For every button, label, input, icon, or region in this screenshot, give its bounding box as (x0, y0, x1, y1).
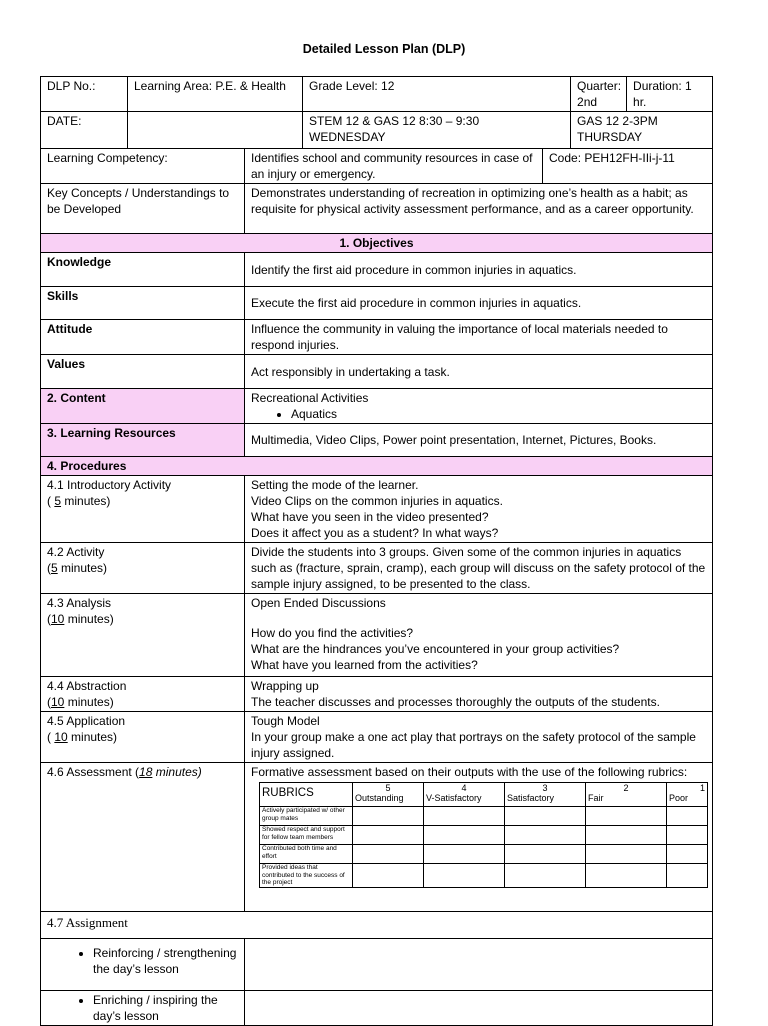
activity-value: Divide the students into 3 groups. Given some of the common injuries in aquatics such as (fracture, sprain, cramp), each group will discuss on the safety protocol of the sample injury assigned, to be presented to the class. (245, 543, 713, 594)
objectives-heading: 1. Objectives (41, 234, 713, 253)
activity-label: 4.2 Activity (47, 545, 105, 559)
rubric-criterion: Provided ideas that contributed to the success of the project (260, 864, 353, 888)
score-4: 4 V-Satisfactory (424, 783, 505, 807)
intro-label-cell (41, 476, 245, 543)
analysis-label: 4.3 Analysis (47, 596, 112, 610)
grade-level: Grade Level: 12 (303, 77, 571, 112)
activity-label-cell (41, 543, 245, 594)
intro-line: Setting the mode of the learner. (251, 478, 419, 492)
enriching-label: • Enriching / inspiring the day’s lesson (93, 992, 238, 1024)
procedures-heading-row (41, 457, 713, 476)
intro-row (41, 476, 713, 543)
skills-label: Skills (41, 287, 245, 320)
assignment-heading: 4.7 Assignment (41, 912, 713, 939)
abstraction-time: (10 minutes) (47, 695, 114, 709)
application-line: Tough Model (251, 714, 320, 728)
assessment-row (41, 763, 713, 912)
application-value (245, 712, 713, 763)
content-row (41, 389, 713, 424)
knowledge-label: Knowledge (41, 253, 245, 287)
header-row (41, 77, 713, 112)
intro-label: 4.1 Introductory Activity (47, 478, 172, 492)
analysis-line: Open Ended Discussions (251, 596, 386, 610)
competency-value: Identifies school and community resources in case of an injury or emergency. (245, 149, 543, 184)
analysis-label-cell (41, 594, 245, 677)
analysis-time: (10 minutes) (47, 612, 114, 626)
analysis-line: How do you find the activities? (251, 626, 414, 640)
date-row (41, 112, 713, 149)
duration: Duration: 1 hr. (627, 77, 713, 112)
rubric-criterion: Contributed both time and effort (260, 845, 353, 864)
content-value (245, 389, 713, 424)
analysis-line: What have you learned from the activities? (251, 658, 478, 672)
application-line: In your group make a one act play that portrays on the safety protocol of the sample injury assigned. (251, 730, 696, 760)
schedule-2-line2: THURSDAY (577, 130, 643, 144)
assignment-heading-row (41, 912, 713, 939)
knowledge-row (41, 253, 713, 287)
analysis-line: What are the hindrances you’ve encountered in your group activities? (251, 642, 620, 656)
document-title: Detailed Lesson Plan (DLP) (302, 42, 466, 56)
date-value (128, 112, 303, 149)
analysis-row (41, 594, 713, 677)
content-bullet: • Aquatics (291, 406, 706, 422)
attitude-label: Attitude (41, 320, 245, 355)
intro-value (245, 476, 713, 543)
enriching-value (245, 991, 713, 1026)
rubric-criterion: Actively participated w/ other group mates (260, 807, 353, 826)
application-row (41, 712, 713, 763)
analysis-value (245, 594, 713, 677)
rubric-row (260, 864, 708, 888)
rubrics-table (259, 782, 708, 888)
schedule-1-line1: STEM 12 & GAS 12 8:30 – 9:30 (309, 114, 480, 128)
assessment-text: Formative assessment based on their outputs with the use of the following rubrics: (251, 765, 688, 779)
enriching-row (41, 991, 713, 1026)
key-concepts-row (41, 184, 713, 234)
rubric-row (260, 845, 708, 864)
resources-row (41, 424, 713, 457)
activity-row (41, 543, 713, 594)
score-2: 2 Fair (586, 783, 667, 807)
content-label: 2. Content (41, 389, 245, 424)
competency-label: Learning Competency: (41, 149, 245, 184)
schedule-2 (571, 112, 713, 149)
skills-value: Execute the first aid procedure in common injuries in aquatics. (245, 287, 713, 320)
content-topic: Recreational Activities (251, 391, 369, 405)
assessment-value (245, 763, 713, 912)
abstraction-label: 4.4 Abstraction (47, 679, 127, 693)
competency-row (41, 149, 713, 184)
skills-row (41, 287, 713, 320)
date-label: DATE: (41, 112, 128, 149)
schedule-1-line2: WEDNESDAY (309, 130, 386, 144)
schedule-2-line1: GAS 12 2-3PM (577, 114, 658, 128)
knowledge-value: Identify the first aid procedure in common injuries in aquatics. (245, 253, 713, 287)
key-concepts-value: Demonstrates understanding of recreation in optimizing one’s health as a habit; as requisite for physical activity assessment performance, and as a career opportunity. (245, 184, 713, 234)
values-row (41, 355, 713, 389)
assessment-label: 4.6 Assessment (18 minutes) (41, 763, 245, 912)
score-1: 1 Poor (667, 783, 708, 807)
enriching-label-cell (41, 991, 245, 1026)
rubric-criterion: Showed respect and support for fellow team members (260, 826, 353, 845)
score-3: 3 Satisfactory (505, 783, 586, 807)
dlp-no: DLP No.: (41, 77, 128, 112)
resources-label: 3. Learning Resources (41, 424, 245, 457)
key-concepts-label: Key Concepts / Understandings to be Developed (41, 184, 245, 234)
abstraction-label-cell (41, 677, 245, 712)
intro-line: Video Clips on the common injuries in aquatics. (251, 494, 503, 508)
resources-value: Multimedia, Video Clips, Power point presentation, Internet, Pictures, Books. (245, 424, 713, 457)
values-value: Act responsibly in undertaking a task. (245, 355, 713, 389)
score-5: 5 Outstanding (353, 783, 424, 807)
procedures-heading: 4. Procedures (41, 457, 713, 476)
schedule-1 (303, 112, 571, 149)
application-time: ( 10 minutes) (47, 730, 118, 744)
learning-area: Learning Area: P.E. & Health (128, 77, 303, 112)
reinforcing-label: • Reinforcing / strengthening the day’s lesson (93, 945, 238, 977)
rubric-row (260, 826, 708, 845)
intro-line: What have you seen in the video presented? (251, 510, 489, 524)
lesson-plan-table (40, 76, 713, 1026)
attitude-row (41, 320, 713, 355)
values-label: Values (41, 355, 245, 389)
application-label: 4.5 Application (47, 714, 126, 728)
abstraction-value (245, 677, 713, 712)
quarter: Quarter: 2nd (571, 77, 627, 112)
abstraction-row (41, 677, 713, 712)
reinforcing-row (41, 939, 713, 991)
rubric-row (260, 807, 708, 826)
objectives-heading-row (41, 234, 713, 253)
abstraction-line: Wrapping up (251, 679, 319, 693)
reinforcing-value (245, 939, 713, 991)
intro-time: ( 5 minutes) (47, 494, 111, 508)
application-label-cell (41, 712, 245, 763)
activity-time: (5 minutes) (47, 561, 108, 575)
attitude-value: Influence the community in valuing the importance of local materials needed to respond injuries. (245, 320, 713, 355)
competency-code: Code: PEH12FH-IIi-j-11 (543, 149, 713, 184)
rubrics-header: RUBRICS (260, 783, 353, 807)
abstraction-line: The teacher discusses and processes thoroughly the outputs of the students. (251, 695, 660, 709)
intro-line: Does it affect you as a student? In what ways? (251, 526, 499, 540)
reinforcing-label-cell (41, 939, 245, 991)
